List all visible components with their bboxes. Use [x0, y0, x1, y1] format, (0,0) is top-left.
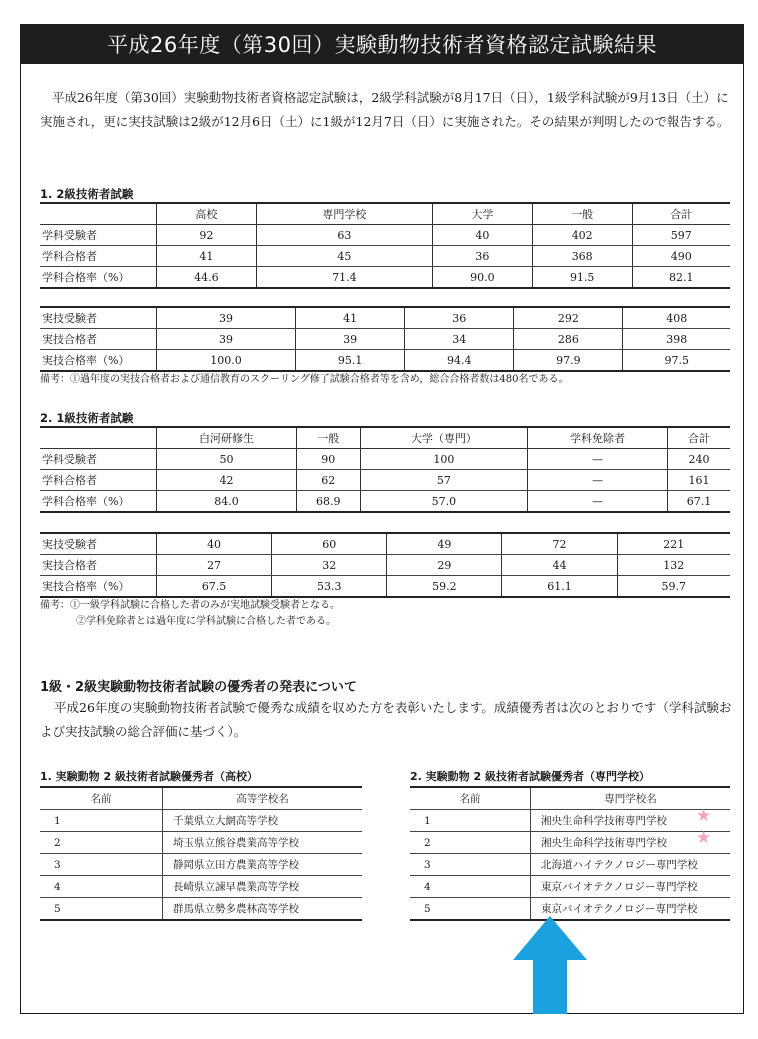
table-cell: 402 [532, 225, 632, 246]
table-cell: 63 [256, 225, 432, 246]
table-row [40, 449, 730, 470]
table-cell: 132 [617, 555, 730, 576]
table-row [40, 470, 730, 491]
table-cell: 40 [157, 533, 272, 555]
column-header: 一般 [296, 427, 360, 449]
star-icon: ★ [696, 828, 712, 848]
table-cell: 東京バイオテクノロジー専門学校 [531, 898, 731, 921]
table-cell: 学科受験者 [40, 225, 157, 246]
table-cell: — [528, 449, 668, 470]
table-cell: 62 [296, 470, 360, 491]
table-cell: 57 [360, 470, 527, 491]
table-cell: 学科合格者 [40, 246, 157, 267]
table-row [40, 854, 362, 876]
table-cell: 実技合格率（%） [40, 350, 157, 372]
table-cell: 100 [360, 449, 527, 470]
table-cell: 59.7 [617, 576, 730, 598]
table-cell: 実技合格者 [40, 329, 157, 350]
column-header: 名前 [410, 787, 531, 810]
table-row [40, 576, 730, 598]
table-cell: 100.0 [157, 350, 296, 372]
column-header: 合計 [632, 203, 730, 225]
column-header: 大学（専門） [360, 427, 527, 449]
table-cell: 2 [410, 832, 531, 854]
table-cell: 71.4 [256, 267, 432, 289]
table-cell: 湘央生命科学技術専門学校 [531, 832, 731, 854]
honors-high-table [40, 786, 362, 921]
table-row [410, 876, 730, 898]
grade2-table-practical [40, 306, 730, 372]
table-row [410, 832, 730, 854]
grade2-heading: 1. 2級技術者試験 [40, 187, 134, 201]
table-cell: 44.6 [157, 267, 257, 289]
table-cell: 実技合格率（%） [40, 576, 157, 598]
table-cell: 60 [272, 533, 387, 555]
table-cell: 湘央生命科学技術専門学校 [531, 810, 731, 832]
grade1-table-written [40, 426, 730, 513]
table-row [40, 350, 730, 372]
table-cell: 221 [617, 533, 730, 555]
table-row [40, 898, 362, 921]
table-cell: 学科合格率（%） [40, 491, 157, 513]
grade1-note-2: ②学科免除者とは過年度に学科試験に合格した者である。 [76, 616, 336, 627]
table-cell: 32 [272, 555, 387, 576]
column-header [40, 203, 157, 225]
table-cell: 39 [296, 329, 405, 350]
table-cell: 実技受験者 [40, 307, 157, 329]
column-header: 白河研修生 [157, 427, 297, 449]
table-cell: 90 [296, 449, 360, 470]
table-row [40, 267, 730, 289]
table-cell: 408 [623, 307, 730, 329]
column-header: 合計 [668, 427, 730, 449]
table-cell: 5 [410, 898, 531, 921]
table-cell: 61.1 [502, 576, 617, 598]
table-cell: 千葉県立大網高等学校 [163, 810, 363, 832]
table-cell: 実技合格者 [40, 555, 157, 576]
honors-vocational-heading: 2. 実験動物 2 級技術者試験優秀者（専門学校） [410, 770, 650, 783]
table-row [40, 876, 362, 898]
table-cell: 3 [40, 854, 163, 876]
table-cell: 40 [432, 225, 532, 246]
column-header: 大学 [432, 203, 532, 225]
table-cell: 82.1 [632, 267, 730, 289]
honors-paragraph: 平成26年度の実験動物技術者試験で優秀な成績を収めた方を表彰いたします。成績優秀者は次のとおりです（学科試験および実技試験の総合評価に基づく）。 [40, 700, 732, 739]
table-cell: 97.5 [623, 350, 730, 372]
table-cell: 学科合格者 [40, 470, 157, 491]
table-row [40, 225, 730, 246]
table-cell: 学科受験者 [40, 449, 157, 470]
table-cell: 44 [502, 555, 617, 576]
table-row [40, 329, 730, 350]
column-header [40, 427, 157, 449]
table-cell: 90.0 [432, 267, 532, 289]
table-cell: 50 [157, 449, 297, 470]
intro-paragraph: 平成26年度（第30回）実験動物技術者資格認定試験は，2級学科試験が8月17日（日），1級学科試験が9月13日（土）に実施され，更に実技試験は2級が12月6日（土）に1級が12月7日（日）に実施された。その結果が判明したので報告する。 [40, 90, 730, 129]
table-cell: 39 [157, 307, 296, 329]
table-cell: — [528, 470, 668, 491]
table-row [40, 491, 730, 513]
grade1-table-practical [40, 532, 730, 598]
table-cell: 240 [668, 449, 730, 470]
table-cell: 群馬県立勢多農林高等学校 [163, 898, 363, 921]
table-cell: 27 [157, 555, 272, 576]
table-cell: 292 [514, 307, 623, 329]
document-title: 平成26年度（第30回）実験動物技術者資格認定試験結果 [20, 24, 744, 64]
column-header: 専門学校 [256, 203, 432, 225]
table-cell: 36 [432, 246, 532, 267]
honors-heading: 1級・2級実験動物技術者試験の優秀者の発表について [40, 680, 357, 695]
table-row [40, 533, 730, 555]
column-header: 学科免除者 [528, 427, 668, 449]
table-cell: 53.3 [272, 576, 387, 598]
table-cell: 36 [405, 307, 514, 329]
grade1-note-1: 備考：①一級学科試験に合格した者のみが実地試験受験者となる。 [40, 600, 340, 611]
column-header: 名前 [40, 787, 163, 810]
table-cell: 29 [387, 555, 502, 576]
table-cell: 161 [668, 470, 730, 491]
table-cell: 45 [256, 246, 432, 267]
column-header: 高校 [157, 203, 257, 225]
table-cell: 東京バイオテクノロジー専門学校 [531, 876, 731, 898]
table-cell: 埼玉県立熊谷農業高等学校 [163, 832, 363, 854]
table-cell: 72 [502, 533, 617, 555]
table-cell: 92 [157, 225, 257, 246]
up-arrow-icon [513, 916, 587, 1014]
table-row [40, 246, 730, 267]
table-cell: 286 [514, 329, 623, 350]
table-cell: 41 [157, 246, 257, 267]
table-row [40, 810, 362, 832]
column-header: 高等学校名 [163, 787, 363, 810]
table-cell: 4 [410, 876, 531, 898]
table-cell: 84.0 [157, 491, 297, 513]
table-cell: 490 [632, 246, 730, 267]
grade2-table-written [40, 202, 730, 289]
table-cell: 57.0 [360, 491, 527, 513]
table-cell: 95.1 [296, 350, 405, 372]
table-cell: 398 [623, 329, 730, 350]
table-cell: 91.5 [532, 267, 632, 289]
table-cell: 67.5 [157, 576, 272, 598]
table-cell: 5 [40, 898, 163, 921]
table-cell: — [528, 491, 668, 513]
table-cell: 597 [632, 225, 730, 246]
grade2-note: 備考：①過年度の実技合格者および通信教育のスクーリング修了試験合格者等を含め，総合合格者数は480名である。 [40, 374, 569, 385]
table-cell: 368 [532, 246, 632, 267]
table-cell: 学科合格率（%） [40, 267, 157, 289]
table-cell: 97.9 [514, 350, 623, 372]
table-cell: 39 [157, 329, 296, 350]
column-header: 一般 [532, 203, 632, 225]
table-cell: 67.1 [668, 491, 730, 513]
table-cell: 49 [387, 533, 502, 555]
table-row [410, 810, 730, 832]
star-icon: ★ [696, 806, 712, 826]
table-cell: 42 [157, 470, 297, 491]
table-row [410, 854, 730, 876]
table-cell: 実技受験者 [40, 533, 157, 555]
table-cell: 94.4 [405, 350, 514, 372]
table-cell: 2 [40, 832, 163, 854]
honors-vocational-table [410, 786, 730, 921]
table-cell: 68.9 [296, 491, 360, 513]
table-cell: 長崎県立諫早農業高等学校 [163, 876, 363, 898]
table-cell: 3 [410, 854, 531, 876]
table-cell: 59.2 [387, 576, 502, 598]
table-cell: 北海道ハイテクノロジー専門学校 [531, 854, 731, 876]
table-cell: 41 [296, 307, 405, 329]
table-cell: 1 [40, 810, 163, 832]
grade1-heading: 2. 1級技術者試験 [40, 411, 134, 425]
table-row [40, 307, 730, 329]
column-header: 専門学校名 [531, 787, 731, 810]
table-cell: 4 [40, 876, 163, 898]
table-row [40, 832, 362, 854]
table-cell: 1 [410, 810, 531, 832]
honors-high-heading: 1. 実験動物 2 級技術者試験優秀者（高校） [40, 770, 258, 783]
table-row [40, 555, 730, 576]
table-cell: 34 [405, 329, 514, 350]
table-cell: 静岡県立田方農業高等学校 [163, 854, 363, 876]
